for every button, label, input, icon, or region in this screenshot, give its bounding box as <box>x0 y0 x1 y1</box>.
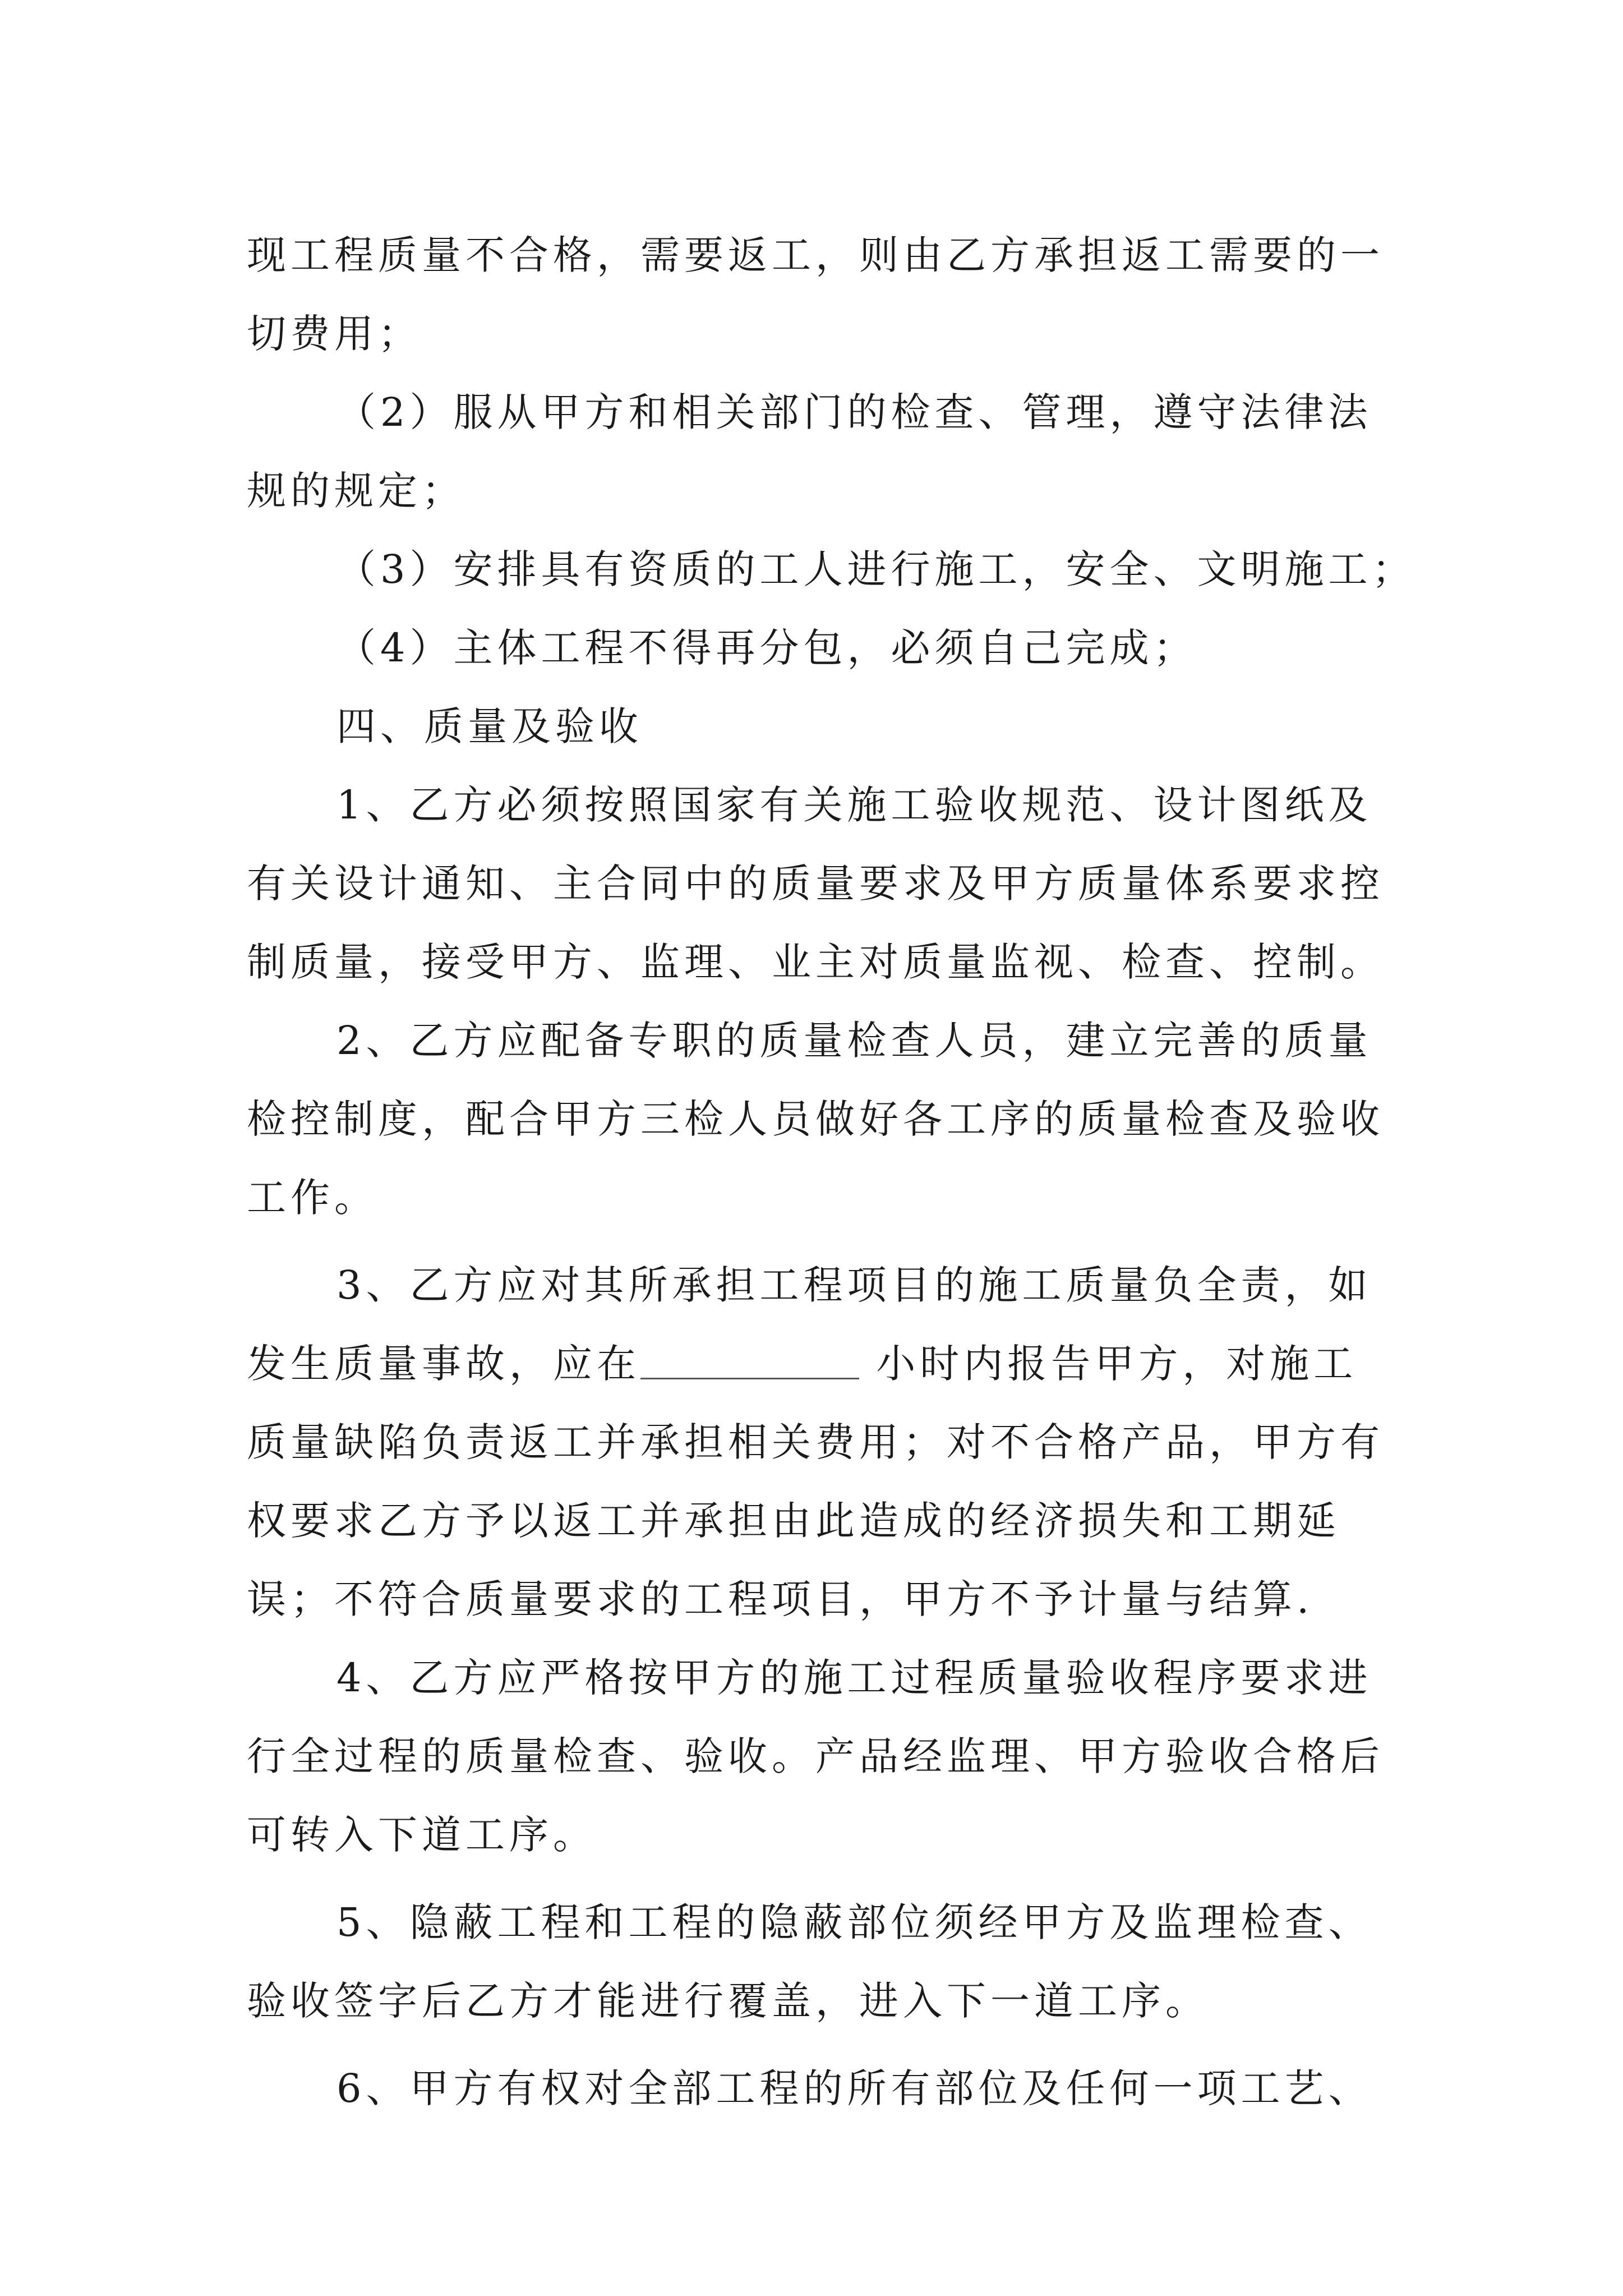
text-line: （4）主体工程不得再分包，必须自己完成； <box>336 625 1197 671</box>
text-line: （2）服从甲方和相关部门的检查、管理，遵守法律法 <box>336 389 1372 435</box>
text-segment: 发生质量事故，应在 <box>247 1341 640 1387</box>
text-line-with-blank <box>247 1324 1396 1403</box>
text-line: （3）安排具有资质的工人进行施工，安全、文明施工； <box>336 546 1416 592</box>
text-line: 规的规定； <box>247 468 465 514</box>
text-line: 6、甲方有权对全部工程的所有部位及任何一项工艺、 <box>336 2065 1372 2111</box>
text-line: 验收签字后乙方才能进行覆盖，进入下一道工序。 <box>247 1978 1209 2024</box>
text-line: 现工程质量不合格，需要返工，则由乙方承担返工需要的一 <box>247 232 1384 278</box>
text-line: 误；不符合质量要求的工程项目，甲方不予计量与结算. <box>247 1576 1314 1622</box>
text-line: 工作。 <box>247 1175 378 1221</box>
text-line: 有关设计通知、主合同中的质量要求及甲方质量体系要求控 <box>247 861 1384 907</box>
text-line: 制质量，接受甲方、监理、业主对质量监视、检查、控制。 <box>247 939 1384 985</box>
section-heading: 四、质量及验收 <box>336 703 643 749</box>
text-line: 1、乙方必须按照国家有关施工验收规范、设计图纸及 <box>336 782 1372 828</box>
text-line: 3、乙方应对其所承担工程项目的施工质量负全责，如 <box>336 1262 1372 1308</box>
text-line: 4、乙方应严格按甲方的施工过程质量验收程序要求进 <box>336 1655 1372 1701</box>
text-line: 可转入下道工序。 <box>247 1812 597 1858</box>
text-line: 5、隐蔽工程和工程的隐蔽部位须经甲方及监理检查、 <box>336 1899 1372 1945</box>
fill-in-blank <box>640 1344 859 1379</box>
text-line: 权要求乙方予以返工并承担由此造成的经济损失和工期延 <box>247 1498 1340 1544</box>
text-line: 2、乙方应配备专职的质量检查人员，建立完善的质量 <box>336 1018 1372 1064</box>
text-line: 质量缺陷负责返工并承担相关费用；对不合格产品，甲方有 <box>247 1419 1384 1465</box>
document-body <box>247 216 1416 2128</box>
text-line: 切费用； <box>247 311 422 357</box>
text-line: 检控制度，配合甲方三检人员做好各工序的质量检查及验收 <box>247 1096 1384 1142</box>
text-segment: 小时内报告甲方，对施工 <box>859 1341 1358 1387</box>
text-line: 行全过程的质量检查、验收。产品经监理、甲方验收合格后 <box>247 1733 1384 1779</box>
